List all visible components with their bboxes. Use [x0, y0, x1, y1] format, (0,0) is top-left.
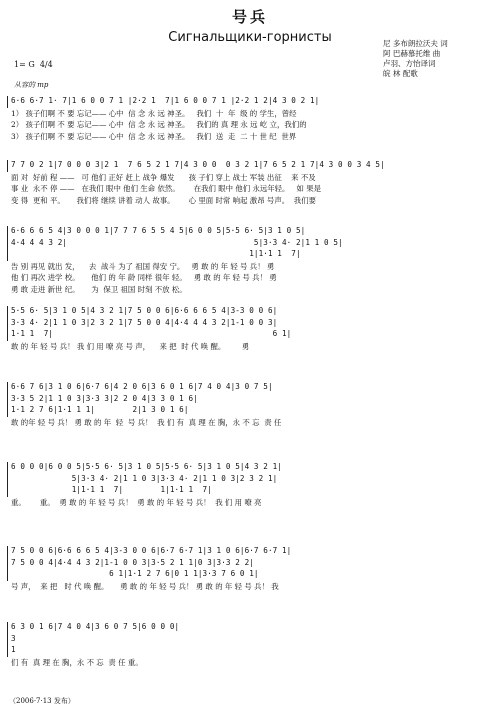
notation-line: 1·1 2 7 6|1·1 1 1| 2|1 3 0 1 6| [11, 405, 189, 414]
notation-line: 5·5 6· 5|3 1 0 5|4 3 2 1|7 5 0 0 6|6·6 6 6 5 4|3-3 0 0 6| [11, 306, 278, 315]
lyric-line: 3） 孩子们啊 不 要 忘记—— 心中 信 念 永 远 神圣。 我们 送 走 二 十 世 纪 世界 [11, 131, 297, 141]
lyric-line: 1） 孩子们啊 不 要 忘记—— 心中 信 念 永 远 神圣。 我们 十 年 级 的 学生，曾经 [11, 108, 297, 118]
notation-line: 6 3 0 1 6|7 4 0 4|3 6 0 7 5|6 0 0 0| [11, 622, 180, 631]
notation-line: 6·6 6·7 1· 7|1 6 0 0 7 1 |2·2 1 7|1 6 0 0 7 1 |2·2 1 2|4 3 0 2 1| [11, 96, 320, 105]
lyric-line: 变 得 更和 平。 我们将 继续 讲着 动人 故事。 心 里面 时常 响起 激昂 号声。 我们要 [11, 195, 316, 205]
system-bracket [7, 462, 8, 497]
notation-line: 1|1·1 1 7| 1|1·1 1 7| [11, 485, 212, 494]
lyric-line: 勇 敢 走进 新世 纪。 为 保卫 祖国 时刻 不放 松。 [11, 284, 187, 294]
lyric-line: 敢 的 年 轻 号 兵！ 我 们 用 嘹 亮 号 声， 来 把 时 代 唤 醒。 勇 [11, 341, 250, 351]
notation-line: 7 7 0 2 1|7 0 0 0 3|2 1 7 6 5 2 1 7|4 3 0 0 0 3 2 1|7 6 5 2 1 7|4 3 0 0 3 4 5| [11, 160, 385, 169]
system-bracket [7, 96, 8, 108]
system-bracket [7, 546, 8, 581]
lyric-line: 他 们 再次 进学 校。 他们 的 年 龄 同样 很年 轻。 勇 敢 的 年 轻 号 兵！ 勇 [11, 273, 277, 282]
publish-date: （2006·7·13 发布） [9, 697, 75, 705]
system-bracket [7, 160, 8, 172]
lyric-line: 事 业 永不 停 —— 在我们 眼中 他们 生命 依然。 在我们 眼中 他们 永远年轻。 如 果是 [11, 184, 322, 193]
lyric-line: 面 对 好前 程 —— 可 他们 正好 赶上 战争 爆发 孩 子们 穿上 战士 军装 出征 来 不及 [11, 172, 316, 182]
notation-line: 7 5 0 0 6|6·6 6 6 5 4|3-3 0 0 6|6·7 6·7 1|3 1 0 6|6·7 6·7 1| [11, 546, 292, 555]
lyric-line: 号 声， 来 把 时 代 唤 醒。 勇 敢 的 年 轻 号 兵！ 勇 敢 的 年 轻 号 兵！ 我 [11, 581, 279, 591]
notation-line: 6·6 6 6 5 4|3 0 0 0 1|7 7 7 6 5 5 4 5|6 0 0 5|5·5 6· 5|3 1 0 5| [11, 226, 306, 235]
song-subtitle: Сигнальщики-горнисты [168, 30, 332, 45]
notation-line: 6·6 7 6|3 1 0 6|6·7 6|4 2 0 6|3 6 0 1 6|7 4 0 4|3 0 7 5| [11, 382, 273, 391]
notation-line: 7 5 0 0 4|4·4 4 3 2|1-1 0 0 3|3·5 2 1 1|0 3|3·3 2 2| [11, 557, 254, 567]
notation-line: 3 [11, 633, 16, 643]
lyric-line: 们 有 真 理 在 胸，永 不 忘 责 任 重。 [11, 657, 143, 667]
lyric-line: 告 别 再见 就出 发， 去 战斗 为了 祖国 得安 宁。 勇 敢 的 年 轻 号 兵！ 勇 [11, 261, 275, 271]
lyric-line: 重。 重。 勇 敢 的 年 轻 号 兵！ 勇 敢 的 年 轻 号 兵！ 我 们 用 嘹 亮 [11, 497, 262, 507]
credit-arranger: 皖 林 配歌 [383, 69, 418, 78]
system-bracket [7, 226, 8, 261]
system-bracket [7, 622, 8, 657]
notation-line: 1·1 1 7| 6 1| [11, 329, 292, 338]
key-signature: 1= G 4/4 [14, 60, 53, 69]
notation-line: 6 0 0 0|6 0 0 5|5·5 6· 5|3 1 0 5|5·5 6· 5|3 1 0 5|4 3 2 1| [11, 462, 282, 471]
notation-line: 6 1|1·1 2 7 6|0 1 1|3·3 7 6 0 1| [11, 569, 259, 578]
notation-line: 1|1·1 1 7| [11, 249, 301, 258]
expression-mark: 从容的 mp [14, 81, 49, 89]
credit-lyricist: 尼 多布朗拉沃夫 词 [383, 39, 448, 48]
notation-line: 4·4 4 4 3 2| 5|3·3 4· 2|1 1 0 5| [11, 237, 343, 247]
credit-composer: 阿 巴赫慕托维 曲 [383, 49, 441, 58]
system-bracket [7, 382, 8, 417]
notation-line: 3·3 4· 2|1 1 0 3|2 3 2 1|7 5 0 0 4|4·4 4 4 3 2|1-1 0 0 3| [11, 317, 278, 327]
notation-line: 3·3 5 2|1 1 0 3|3·3 3|2 2 0 4|3 3 0 1 6| [11, 393, 198, 403]
lyric-line: 2） 孩子们啊 不 要 忘记—— 心中 信 念 永 远 神圣。 我们的 真 理 永 远 屹 立，我们的 [11, 120, 307, 129]
system-bracket [7, 306, 8, 341]
song-title: 号兵 [231, 8, 268, 26]
notation-line: 5|3·3 4· 2|1 1 0 3|3·3 4· 2|1 1 0 3|2 3 2 1| [11, 473, 278, 483]
credit-translators: 卢羽、方怡译词 [383, 59, 436, 68]
lyric-line: 敢 的年 轻 号 兵！ 勇 敢 的 年 轻 号 兵！ 我 们 有 真 理 在 胸，永 不 忘 责 任 [11, 417, 282, 427]
notation-line: 1 [11, 645, 16, 654]
